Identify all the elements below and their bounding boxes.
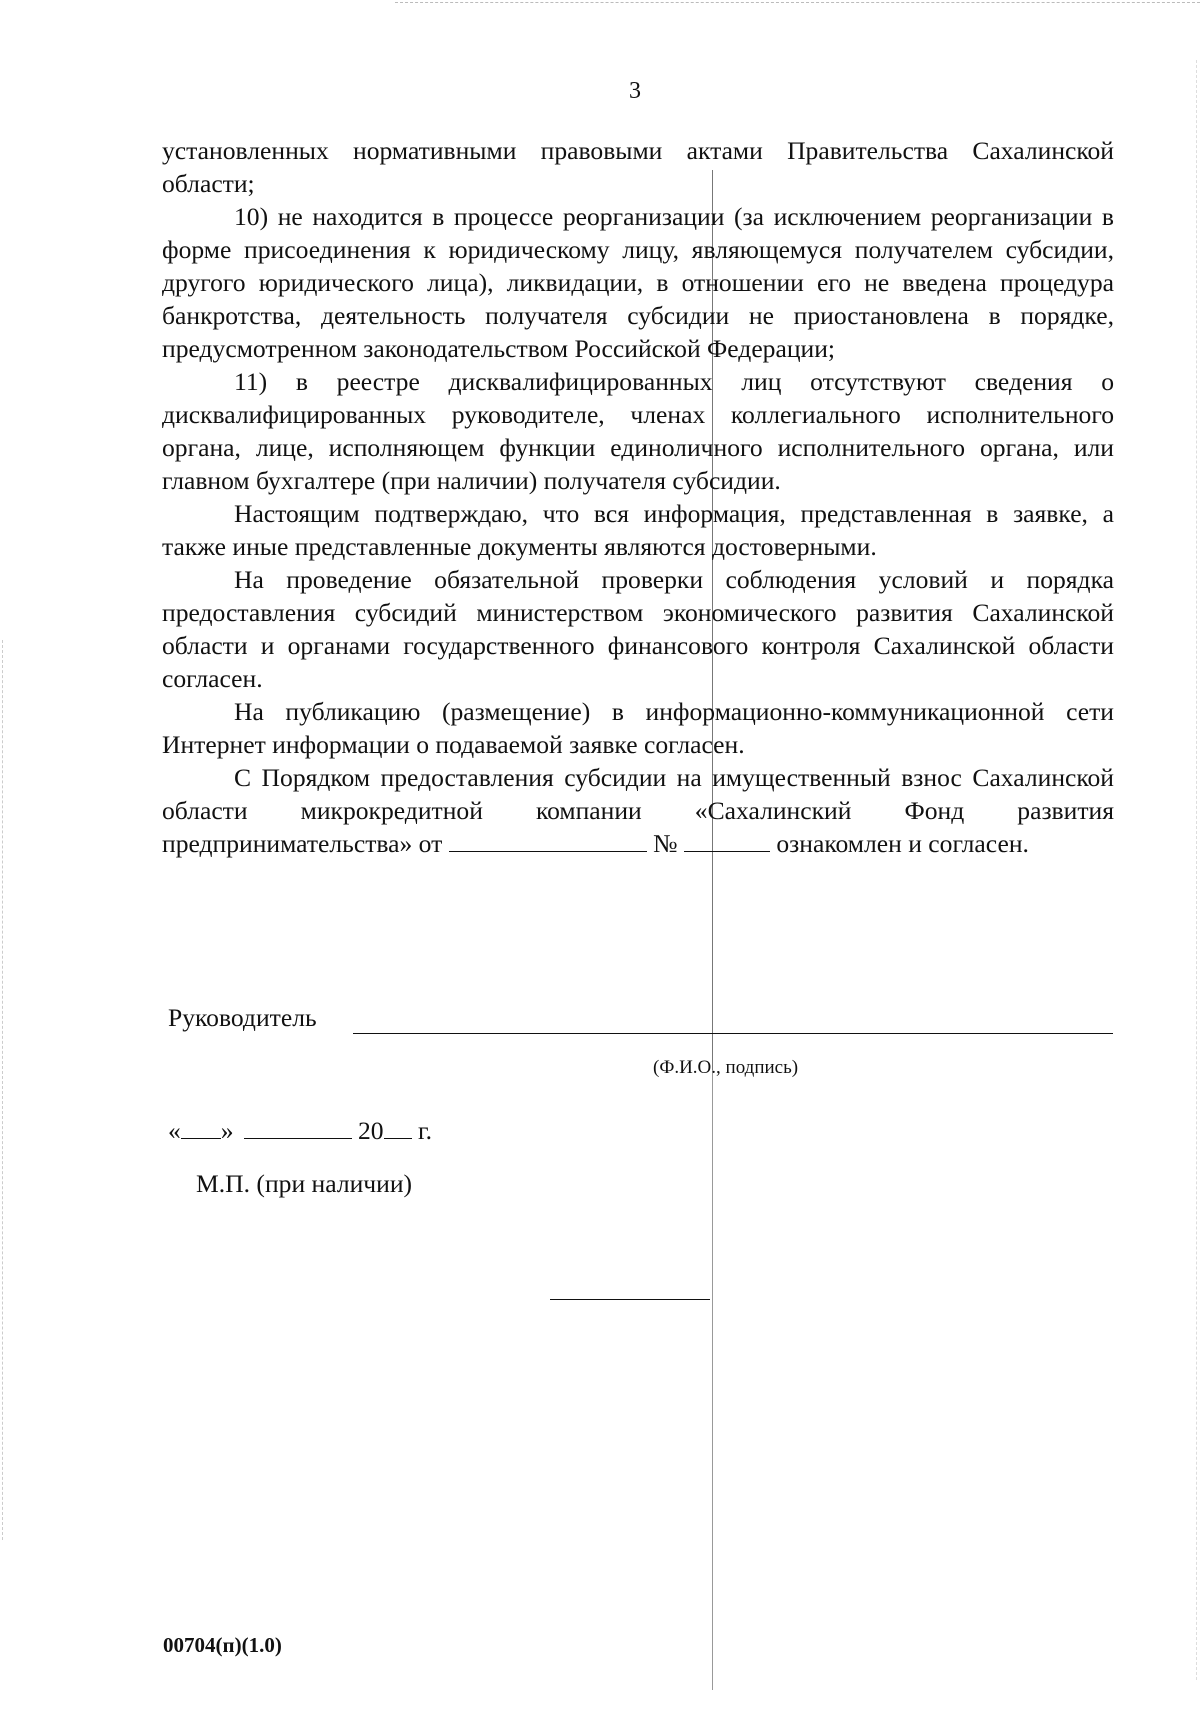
paragraph-procedure-consent <box>162 761 1114 860</box>
scan-edge-left <box>2 640 3 1540</box>
date-close-quote: » <box>220 1116 234 1145</box>
year-prefix: 20 <box>358 1116 384 1145</box>
date-blank-field[interactable] <box>449 829 647 852</box>
consent-text-start: С Порядком предоставления субсидии на имущественный взнос Сахалинской области микрокредитной компании «Сахалинский Фонд развития предпринимательства» от <box>162 763 1114 858</box>
paragraph-confirmation: Настоящим подтверждаю, что вся информация, представленная в заявке, а также иные представленные документы являются достоверными. <box>162 499 1114 561</box>
page-number: 3 <box>629 78 641 104</box>
signature-caption: (Ф.И.О., подпись) <box>653 1057 799 1078</box>
paragraph-audit-consent: На проведение обязательной проверки соблюдения условий и порядка предоставления субсидий министерством экономического развития Сахалинской области и органами государственного финансового контроля Сахалинской области согласен. <box>162 565 1114 693</box>
date-open-quote: « <box>168 1116 181 1145</box>
number-sign: № <box>653 829 678 858</box>
document-body <box>162 134 1114 860</box>
stamp-placeholder: М.П. (при наличии) <box>196 1169 413 1198</box>
paragraph-publication-consent: На публикацию (размещение) в информационно-коммуникационной сети Интернет информации о подаваемой заявке согласен. <box>162 697 1114 759</box>
consent-text-end: ознакомлен и согласен. <box>776 829 1029 858</box>
closing-line <box>550 1299 710 1300</box>
scan-edge-right <box>1196 60 1197 1680</box>
paragraph-item-10: 10) не находится в процессе реорганизации (за исключением реорганизации в форме присоединения к юридическому лицу, являющемуся получателем субсидии, другого юридического лица), ликвидации, в отношении его не введена процедура банкротства, деятельность получателя субсидии не приостановлена в порядке, предусмотренном законодательством Российской Федерации; <box>162 202 1114 363</box>
year-suffix: г. <box>418 1116 433 1145</box>
date-block <box>168 1116 432 1146</box>
month-blank-field[interactable] <box>244 1116 352 1139</box>
signature-block <box>168 1003 1113 1078</box>
day-blank-field[interactable] <box>181 1116 221 1139</box>
signature-label: Руководитель <box>168 1003 317 1032</box>
scan-fold-line-lower <box>712 1070 713 1690</box>
scan-edge-top <box>395 2 1200 3</box>
number-blank-field[interactable] <box>684 829 770 852</box>
signature-line[interactable] <box>353 1033 1113 1034</box>
document-code: 00704(п)(1.0) <box>163 1633 282 1657</box>
paragraph-continuation: установленных нормативными правовыми актами Правительства Сахалинской области; <box>162 136 1114 198</box>
paragraph-item-11: 11) в реестре дисквалифицированных лиц отсутствуют сведения о дисквалифицированных руководителе, членах коллегиального исполнительного органа, лице, исполняющем функции единоличного исполнительного органа, или главном бухгалтере (при наличии) получателя субсидии. <box>162 367 1114 495</box>
year-blank-field[interactable] <box>384 1116 412 1139</box>
